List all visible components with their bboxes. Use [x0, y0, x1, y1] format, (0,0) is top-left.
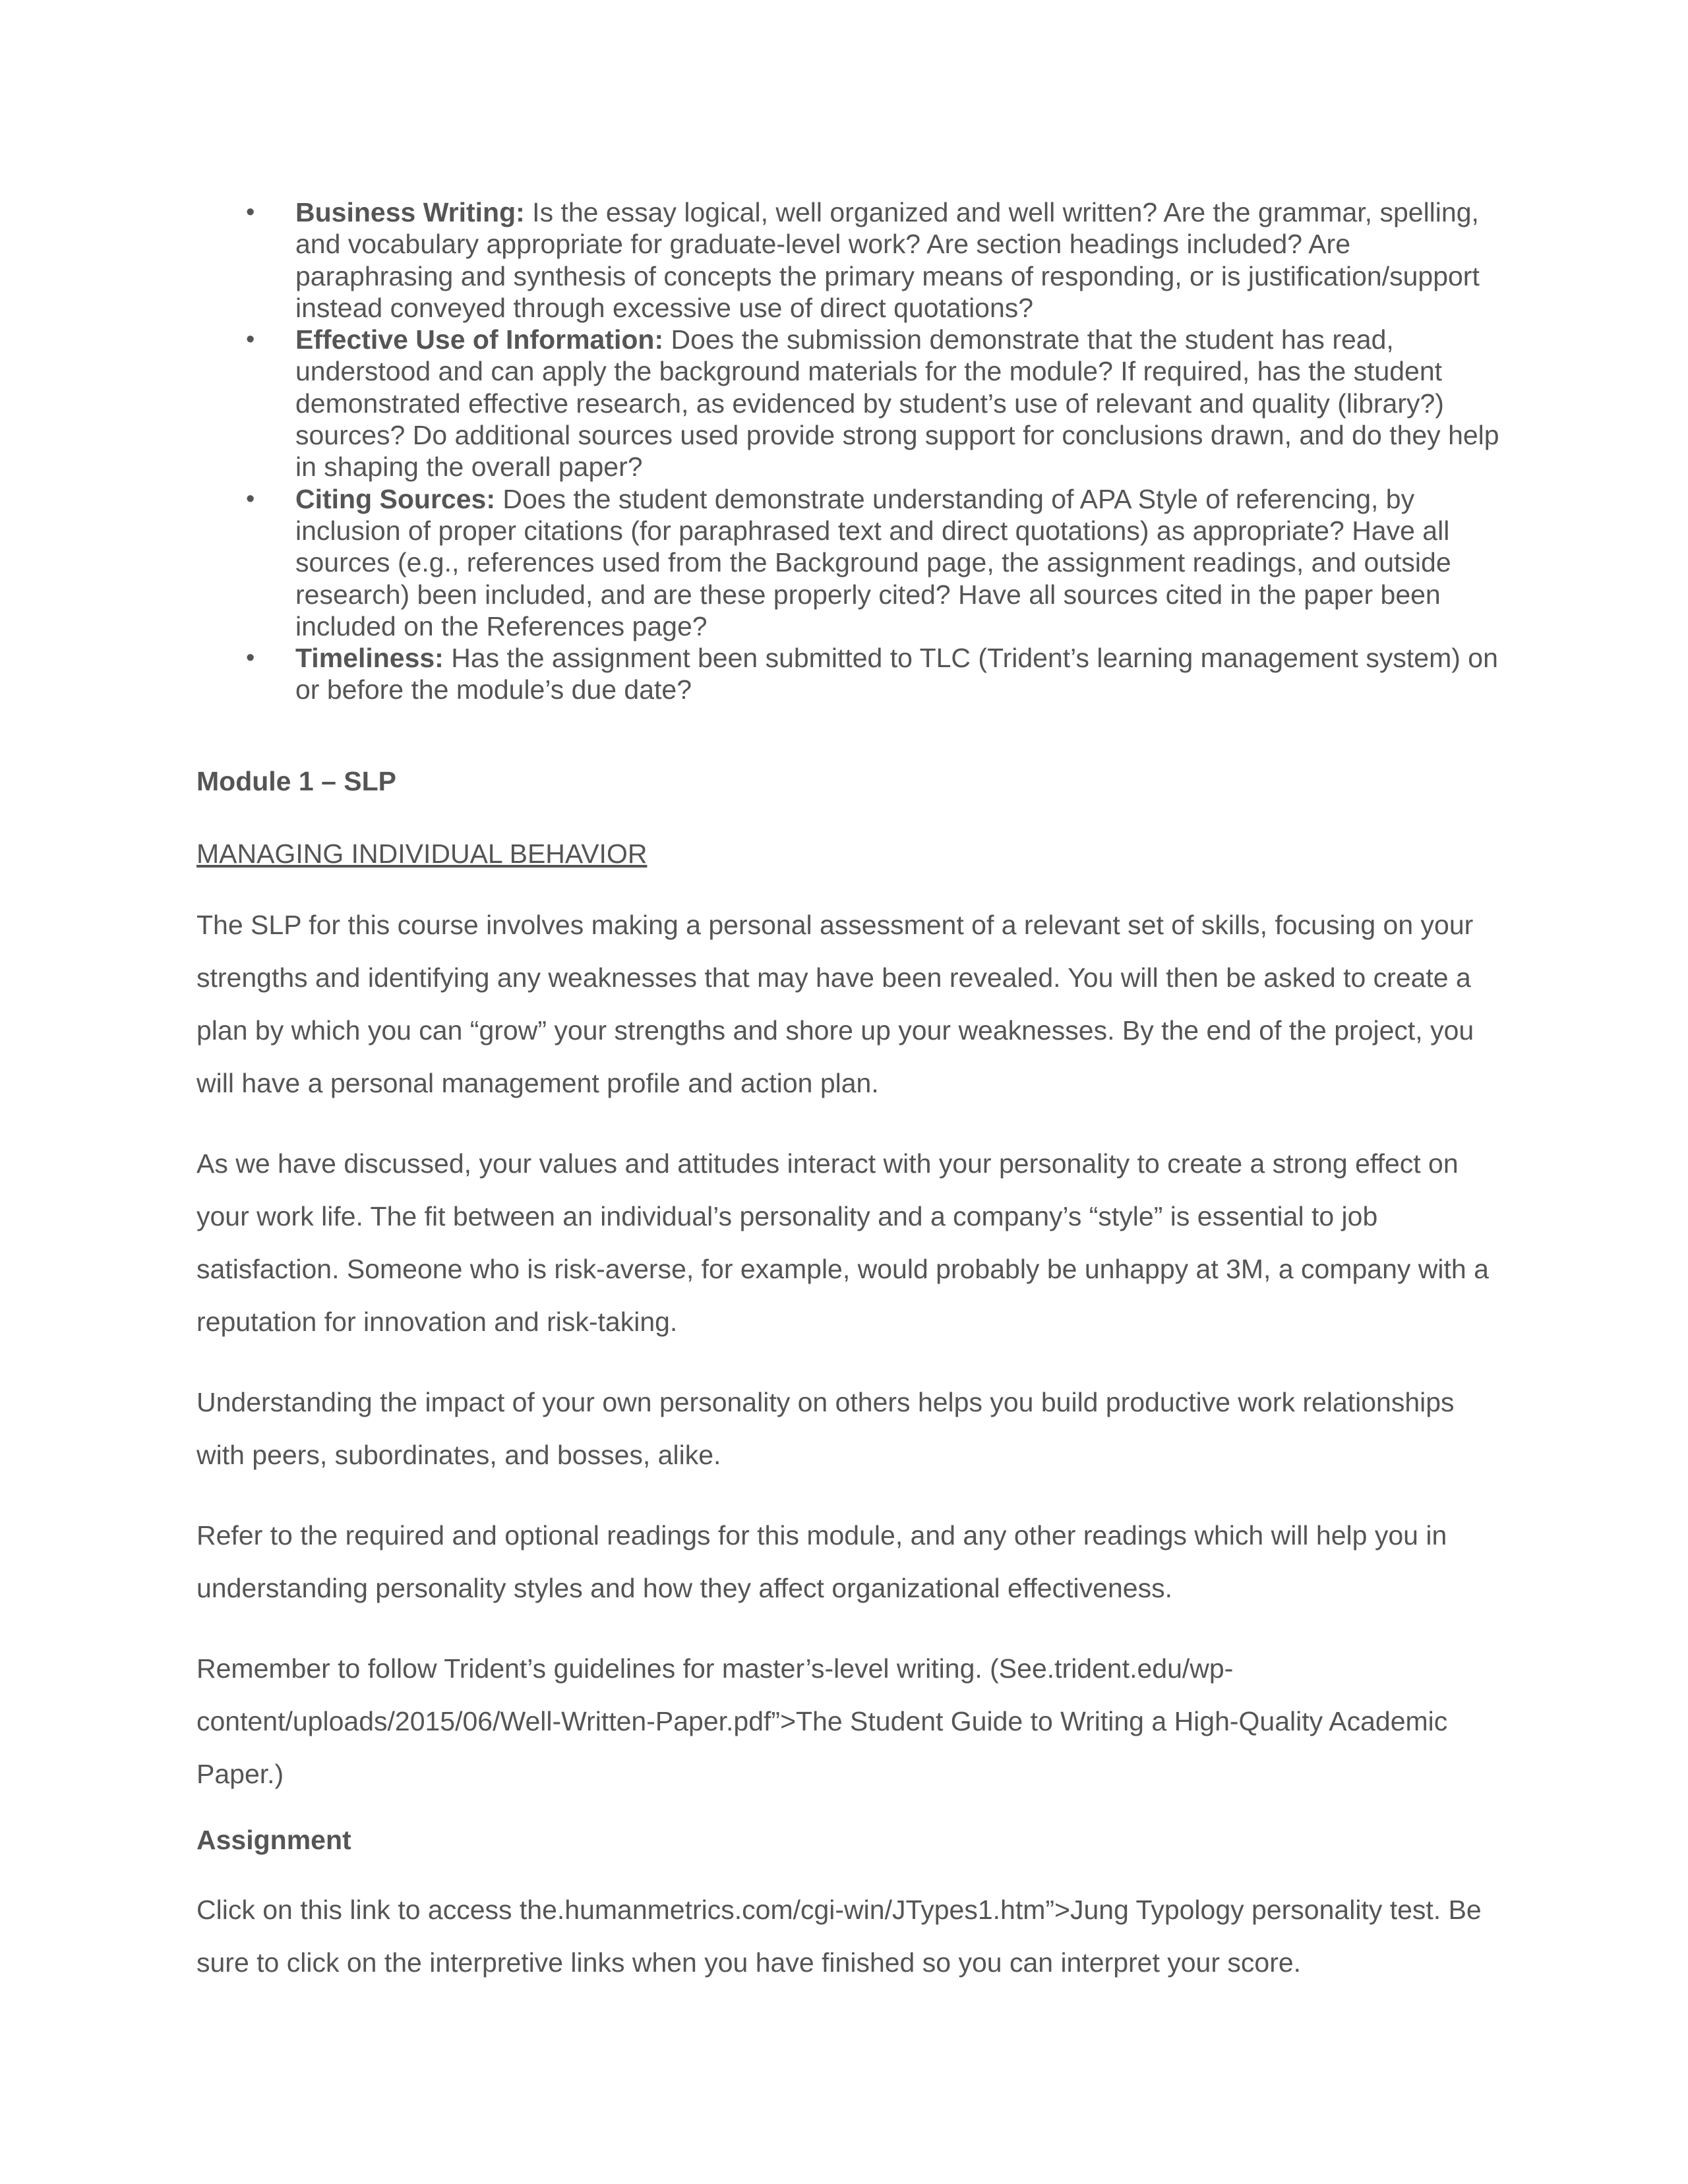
criteria-term: Citing Sources:: [295, 483, 495, 514]
bullet-icon: •: [246, 485, 255, 513]
paragraph-writing-guidelines: Remember to follow Trident’s guidelines for master’s-level writing. (See.trident.edu/wp-content/uploads/2015/06/Well-Written-Paper.pdf”>The Student Guide to Writing a High-Quality Academic Paper.): [196, 1653, 1448, 1789]
paragraph-readings: Refer to the required and optional readings for this module, and any other readings which will help you in understanding personality styles and how they affect organizational effectiveness.: [196, 1520, 1447, 1603]
bullet-icon: •: [246, 644, 255, 672]
criteria-item-effective-use: [196, 324, 1509, 483]
assignment-heading: Assignment: [196, 1824, 351, 1855]
paragraph-personality-impact: Understanding the impact of your own personality on others helps you build productive work relationships with peers, subordinates, and bosses, alike.: [196, 1386, 1455, 1470]
criteria-text: Is the essay logical, well organized and well written? Are the grammar, spelling, and vocabulary appropriate for graduate-level work? Are section headings included? Are paraphrasing and synthesis of concepts the primary means of responding, or is justification/support instead conveyed through excessive use of direct quotations?: [295, 197, 1480, 323]
criteria-term: Timeliness:: [295, 643, 444, 674]
section-title: MANAGING INDIVIDUAL BEHAVIOR: [196, 838, 648, 869]
criteria-term: Business Writing:: [295, 197, 525, 227]
criteria-item-business-writing: [196, 196, 1509, 324]
assignment-instructions: Click on this link to access the.humanmetrics.com/cgi-win/JTypes1.htm”>Jung Typology personality test. Be sure to click on the interpretive links when you have finished so you can interpret your score.: [196, 1894, 1482, 1978]
paragraph-values-attitudes: As we have discussed, your values and attitudes interact with your personality to create a strong effect on your work life. The fit between an individual’s personality and a company’s “style” is essential to job satisfaction. Someone who is risk-averse, for example, would probably be unhappy at 3M, a company with a reputation for innovation and risk-taking.: [196, 1148, 1489, 1337]
document-page: [196, 196, 1509, 1989]
bullet-icon: •: [246, 326, 255, 354]
criteria-text: Does the student demonstrate understanding of APA Style of referencing, by inclusion of proper citations (for paraphrased text and direct quotations) as appropriate? Have all sources (e.g., references used from the Background page, the assignment readings, and outside research) been included, and are these properly cited? Have all sources cited in the paper been included on the References page?: [295, 483, 1451, 641]
criteria-term: Effective Use of Information:: [295, 324, 664, 355]
criteria-item-citing-sources: [196, 483, 1509, 642]
grading-criteria-list: [196, 196, 1509, 706]
criteria-item-timeliness: [196, 642, 1509, 706]
bullet-icon: •: [246, 198, 255, 226]
module-heading: Module 1 – SLP: [196, 765, 396, 796]
paragraph-slp-intro: The SLP for this course involves making a personal assessment of a relevant set of skills, focusing on your strengths and identifying any weaknesses that may have been revealed. You will then be asked to create a plan by which you can “grow” your strengths and shore up your weaknesses. By the end of the project, you will have a personal management profile and action plan.: [196, 909, 1474, 1098]
criteria-text: Has the assignment been submitted to TLC (Trident’s learning management system) on or before the module’s due date?: [295, 643, 1498, 705]
criteria-text: Does the submission demonstrate that the student has read, understood and can apply the background materials for the module? If required, has the student demonstrated effective research, as evidenced by student’s use of relevant and quality (library?) sources? Do additional sources used provide strong support for conclusions drawn, and do they help in shaping the overall paper?: [295, 324, 1499, 483]
